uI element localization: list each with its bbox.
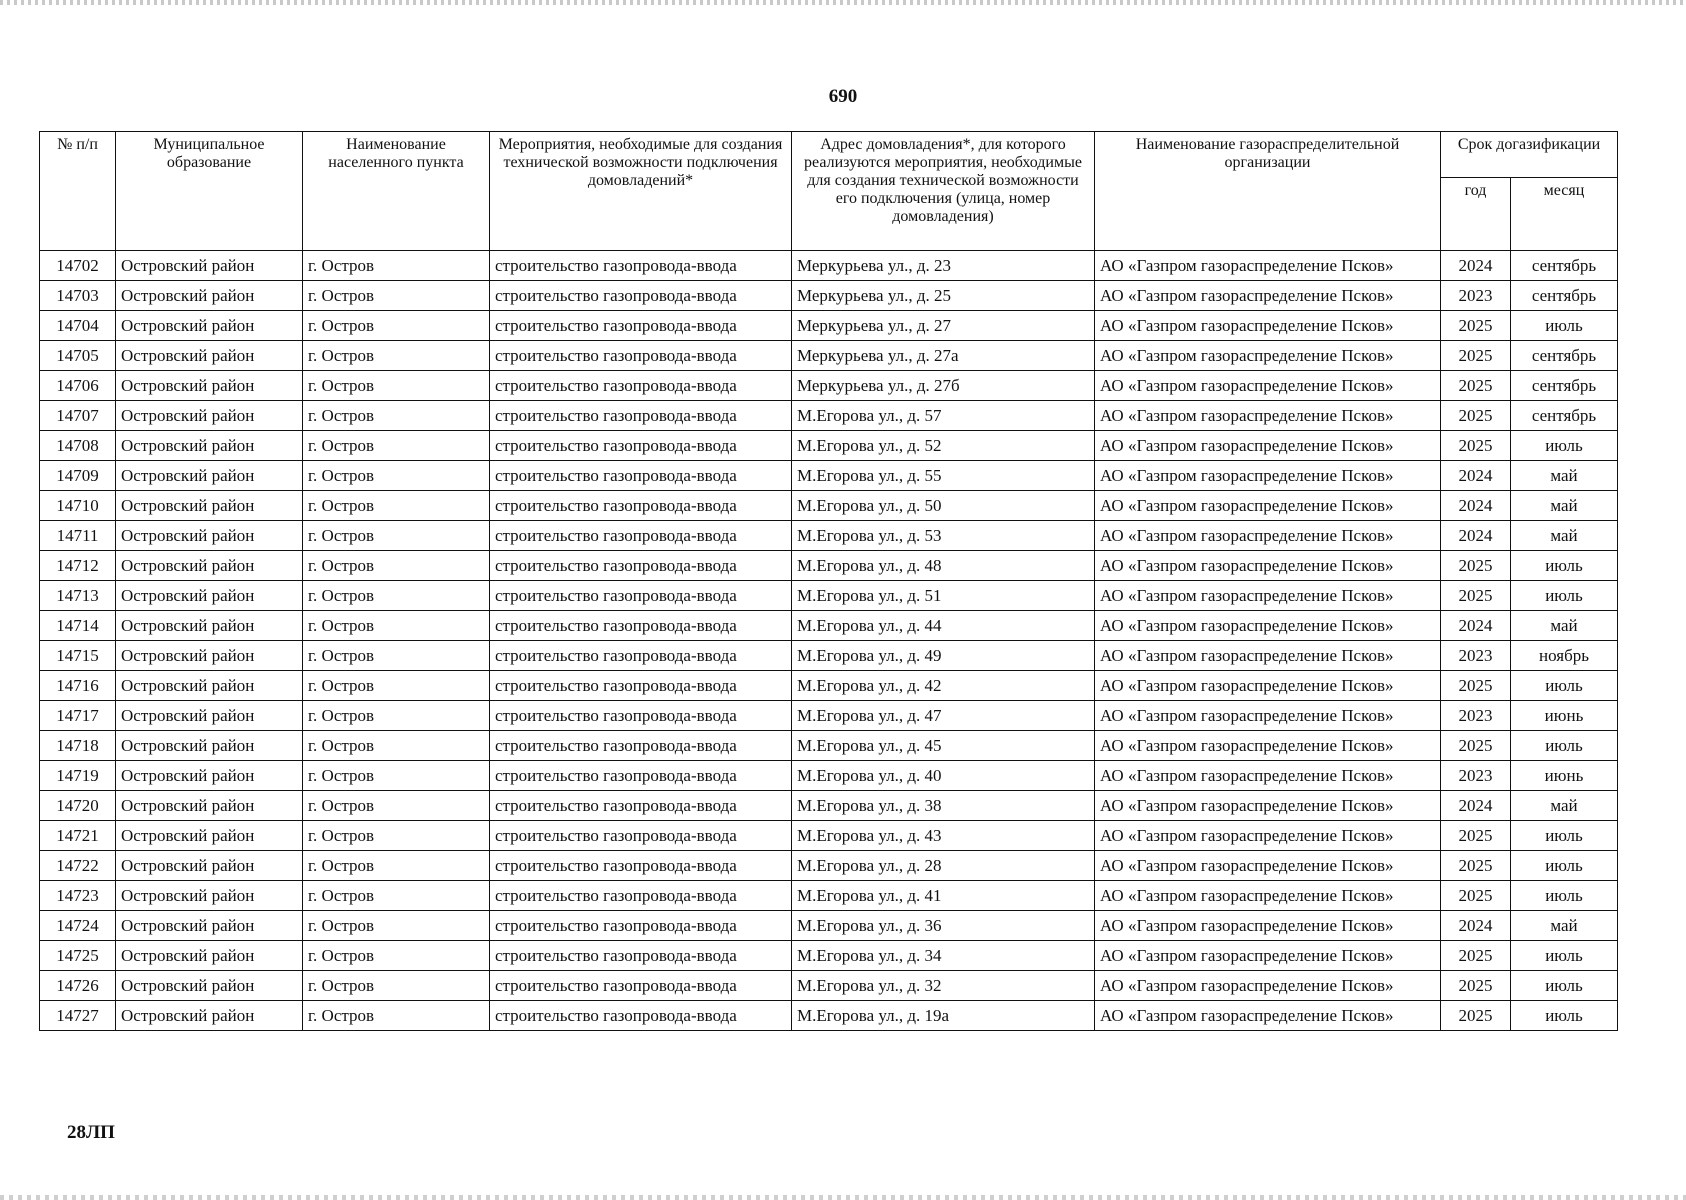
cell-locality: г. Остров [303,761,490,791]
cell-year: 2023 [1441,761,1511,791]
cell-no: 14714 [40,611,116,641]
footer-code: 28ЛП [67,1122,115,1143]
cell-measure: строительство газопровода-ввода [490,251,792,281]
cell-organization: АО «Газпром газораспределение Псков» [1095,671,1441,701]
cell-municipality: Островский район [116,671,303,701]
cell-municipality: Островский район [116,551,303,581]
cell-address: Меркурьева ул., д. 25 [792,281,1095,311]
cell-year: 2025 [1441,941,1511,971]
cell-organization: АО «Газпром газораспределение Псков» [1095,761,1441,791]
cell-no: 14717 [40,701,116,731]
cell-measure: строительство газопровода-ввода [490,521,792,551]
cell-month: сентябрь [1511,401,1618,431]
table-body [40,251,1618,1031]
cell-address: М.Егорова ул., д. 28 [792,851,1095,881]
cell-month: июль [1511,881,1618,911]
cell-address: М.Егорова ул., д. 57 [792,401,1095,431]
cell-locality: г. Остров [303,611,490,641]
cell-address: М.Егорова ул., д. 40 [792,761,1095,791]
cell-month: май [1511,611,1618,641]
cell-measure: строительство газопровода-ввода [490,821,792,851]
cell-year: 2024 [1441,251,1511,281]
cell-locality: г. Остров [303,701,490,731]
cell-municipality: Островский район [116,791,303,821]
cell-locality: г. Остров [303,491,490,521]
cell-organization: АО «Газпром газораспределение Псков» [1095,311,1441,341]
cell-address: М.Егорова ул., д. 52 [792,431,1095,461]
cell-year: 2023 [1441,701,1511,731]
cell-no: 14707 [40,401,116,431]
cell-measure: строительство газопровода-ввода [490,851,792,881]
table-row [40,491,1618,521]
table-row [40,431,1618,461]
cell-municipality: Островский район [116,251,303,281]
cell-organization: АО «Газпром газораспределение Псков» [1095,521,1441,551]
cell-measure: строительство газопровода-ввода [490,461,792,491]
cell-organization: АО «Газпром газораспределение Псков» [1095,731,1441,761]
cell-organization: АО «Газпром газораспределение Псков» [1095,581,1441,611]
cell-organization: АО «Газпром газораспределение Псков» [1095,851,1441,881]
cell-year: 2025 [1441,821,1511,851]
cell-no: 14726 [40,971,116,1001]
cell-address: М.Егорова ул., д. 47 [792,701,1095,731]
cell-organization: АО «Газпром газораспределение Псков» [1095,911,1441,941]
header-year: год [1441,178,1511,251]
cell-municipality: Островский район [116,401,303,431]
table-row [40,341,1618,371]
cell-measure: строительство газопровода-ввода [490,401,792,431]
cell-address: М.Егорова ул., д. 49 [792,641,1095,671]
cell-locality: г. Остров [303,851,490,881]
cell-municipality: Островский район [116,821,303,851]
cell-organization: АО «Газпром газораспределение Псков» [1095,941,1441,971]
cell-measure: строительство газопровода-ввода [490,731,792,761]
cell-measure: строительство газопровода-ввода [490,551,792,581]
cell-month: сентябрь [1511,371,1618,401]
cell-no: 14709 [40,461,116,491]
header-locality: Наименование населенного пункта [303,132,490,251]
cell-no: 14706 [40,371,116,401]
header-address: Адрес домовладения*, для которого реализуются мероприятия, необходимые для создания технической возможности его подключения (улица, номер домовладения) [792,132,1095,251]
cell-locality: г. Остров [303,911,490,941]
cell-municipality: Островский район [116,311,303,341]
cell-month: июль [1511,1001,1618,1031]
cell-year: 2025 [1441,311,1511,341]
cell-month: июль [1511,551,1618,581]
cell-measure: строительство газопровода-ввода [490,581,792,611]
cell-municipality: Островский район [116,581,303,611]
cell-measure: строительство газопровода-ввода [490,281,792,311]
cell-locality: г. Остров [303,401,490,431]
cell-address: М.Егорова ул., д. 45 [792,731,1095,761]
cell-organization: АО «Газпром газораспределение Псков» [1095,341,1441,371]
scan-edge-bottom [0,1195,1686,1200]
cell-measure: строительство газопровода-ввода [490,701,792,731]
cell-organization: АО «Газпром газораспределение Псков» [1095,401,1441,431]
cell-month: май [1511,521,1618,551]
cell-municipality: Островский район [116,971,303,1001]
cell-address: М.Егорова ул., д. 32 [792,971,1095,1001]
table-row [40,371,1618,401]
cell-address: М.Егорова ул., д. 55 [792,461,1095,491]
cell-year: 2024 [1441,611,1511,641]
table-row [40,611,1618,641]
cell-month: май [1511,791,1618,821]
cell-year: 2023 [1441,641,1511,671]
cell-month: июль [1511,941,1618,971]
cell-municipality: Островский район [116,431,303,461]
cell-no: 14705 [40,341,116,371]
cell-locality: г. Остров [303,731,490,761]
table-row [40,521,1618,551]
cell-no: 14715 [40,641,116,671]
cell-municipality: Островский район [116,761,303,791]
cell-month: июль [1511,851,1618,881]
cell-address: М.Егорова ул., д. 38 [792,791,1095,821]
cell-year: 2025 [1441,551,1511,581]
cell-organization: АО «Газпром газораспределение Псков» [1095,251,1441,281]
cell-municipality: Островский район [116,491,303,521]
table-row [40,911,1618,941]
cell-municipality: Островский район [116,341,303,371]
cell-month: июль [1511,581,1618,611]
cell-locality: г. Остров [303,311,490,341]
cell-municipality: Островский район [116,881,303,911]
cell-month: сентябрь [1511,341,1618,371]
cell-address: М.Егорова ул., д. 44 [792,611,1095,641]
header-no: № п/п [40,132,116,251]
table-row [40,251,1618,281]
cell-month: июнь [1511,701,1618,731]
table-row [40,881,1618,911]
cell-municipality: Островский район [116,911,303,941]
cell-no: 14723 [40,881,116,911]
cell-locality: г. Остров [303,1001,490,1031]
cell-organization: АО «Газпром газораспределение Псков» [1095,461,1441,491]
cell-measure: строительство газопровода-ввода [490,941,792,971]
cell-organization: АО «Газпром газораспределение Псков» [1095,371,1441,401]
cell-address: М.Егорова ул., д. 43 [792,821,1095,851]
cell-month: июль [1511,671,1618,701]
cell-year: 2025 [1441,371,1511,401]
cell-year: 2025 [1441,1001,1511,1031]
table-row [40,551,1618,581]
header-term: Срок догазификации [1441,132,1618,178]
cell-organization: АО «Газпром газораспределение Псков» [1095,1001,1441,1031]
header-measures: Мероприятия, необходимые для создания технической возможности подключения домовладений* [490,132,792,251]
cell-year: 2025 [1441,431,1511,461]
cell-year: 2024 [1441,461,1511,491]
cell-organization: АО «Газпром газораспределение Псков» [1095,881,1441,911]
table-header [40,132,1618,251]
cell-locality: г. Остров [303,341,490,371]
cell-year: 2024 [1441,521,1511,551]
cell-month: май [1511,461,1618,491]
cell-locality: г. Остров [303,791,490,821]
table-row [40,1001,1618,1031]
cell-address: М.Егорова ул., д. 48 [792,551,1095,581]
cell-address: М.Егорова ул., д. 42 [792,671,1095,701]
cell-organization: АО «Газпром газораспределение Псков» [1095,821,1441,851]
cell-locality: г. Остров [303,581,490,611]
cell-address: М.Егорова ул., д. 53 [792,521,1095,551]
scan-edge-top [0,0,1686,5]
cell-month: июнь [1511,761,1618,791]
cell-organization: АО «Газпром газораспределение Псков» [1095,791,1441,821]
cell-measure: строительство газопровода-ввода [490,491,792,521]
cell-locality: г. Остров [303,881,490,911]
header-organization: Наименование газораспределительной организации [1095,132,1441,251]
table-row [40,761,1618,791]
cell-locality: г. Остров [303,371,490,401]
table-row [40,851,1618,881]
cell-year: 2025 [1441,881,1511,911]
table-row [40,281,1618,311]
cell-address: Меркурьева ул., д. 27 [792,311,1095,341]
cell-address: М.Егорова ул., д. 41 [792,881,1095,911]
cell-year: 2025 [1441,671,1511,701]
cell-year: 2025 [1441,581,1511,611]
cell-year: 2025 [1441,971,1511,1001]
cell-year: 2025 [1441,731,1511,761]
cell-organization: АО «Газпром газораспределение Псков» [1095,641,1441,671]
cell-measure: строительство газопровода-ввода [490,311,792,341]
cell-month: июль [1511,731,1618,761]
cell-municipality: Островский район [116,461,303,491]
table-row [40,941,1618,971]
cell-address: М.Егорова ул., д. 51 [792,581,1095,611]
cell-no: 14710 [40,491,116,521]
table-row [40,701,1618,731]
cell-measure: строительство газопровода-ввода [490,881,792,911]
cell-month: май [1511,911,1618,941]
cell-locality: г. Остров [303,971,490,1001]
cell-no: 14704 [40,311,116,341]
header-month: месяц [1511,178,1618,251]
cell-month: сентябрь [1511,281,1618,311]
cell-measure: строительство газопровода-ввода [490,611,792,641]
cell-locality: г. Остров [303,551,490,581]
cell-no: 14702 [40,251,116,281]
cell-month: июль [1511,821,1618,851]
cell-month: июль [1511,311,1618,341]
header-municipality: Муниципальное образование [116,132,303,251]
cell-address: М.Егорова ул., д. 19а [792,1001,1095,1031]
table-row [40,671,1618,701]
cell-municipality: Островский район [116,641,303,671]
cell-no: 14708 [40,431,116,461]
cell-no: 14716 [40,671,116,701]
cell-no: 14719 [40,761,116,791]
cell-measure: строительство газопровода-ввода [490,371,792,401]
cell-year: 2025 [1441,851,1511,881]
cell-no: 14712 [40,551,116,581]
table-row [40,311,1618,341]
table-row [40,821,1618,851]
cell-locality: г. Остров [303,251,490,281]
cell-no: 14722 [40,851,116,881]
cell-measure: строительство газопровода-ввода [490,761,792,791]
cell-no: 14711 [40,521,116,551]
cell-no: 14720 [40,791,116,821]
cell-month: ноябрь [1511,641,1618,671]
table-row [40,731,1618,761]
cell-municipality: Островский район [116,1001,303,1031]
cell-locality: г. Остров [303,821,490,851]
cell-measure: строительство газопровода-ввода [490,671,792,701]
table-row [40,791,1618,821]
cell-municipality: Островский район [116,281,303,311]
page-number: 690 [828,86,858,107]
cell-municipality: Островский район [116,731,303,761]
cell-measure: строительство газопровода-ввода [490,971,792,1001]
cell-locality: г. Остров [303,431,490,461]
cell-address: Меркурьева ул., д. 27а [792,341,1095,371]
cell-locality: г. Остров [303,461,490,491]
cell-organization: АО «Газпром газораспределение Псков» [1095,281,1441,311]
cell-year: 2025 [1441,341,1511,371]
cell-locality: г. Остров [303,671,490,701]
cell-measure: строительство газопровода-ввода [490,1001,792,1031]
cell-month: июль [1511,971,1618,1001]
cell-municipality: Островский район [116,521,303,551]
cell-no: 14727 [40,1001,116,1031]
cell-locality: г. Остров [303,521,490,551]
table-row [40,641,1618,671]
cell-month: май [1511,491,1618,521]
cell-address: М.Егорова ул., д. 50 [792,491,1095,521]
cell-measure: строительство газопровода-ввода [490,791,792,821]
cell-organization: АО «Газпром газораспределение Псков» [1095,491,1441,521]
cell-organization: АО «Газпром газораспределение Псков» [1095,611,1441,641]
cell-month: сентябрь [1511,251,1618,281]
cell-locality: г. Остров [303,941,490,971]
cell-no: 14721 [40,821,116,851]
table-row [40,581,1618,611]
cell-no: 14725 [40,941,116,971]
cell-address: М.Егорова ул., д. 34 [792,941,1095,971]
cell-no: 14724 [40,911,116,941]
cell-address: Меркурьева ул., д. 27б [792,371,1095,401]
cell-no: 14713 [40,581,116,611]
cell-measure: строительство газопровода-ввода [490,431,792,461]
cell-municipality: Островский район [116,611,303,641]
table-row [40,461,1618,491]
cell-year: 2024 [1441,791,1511,821]
cell-measure: строительство газопровода-ввода [490,341,792,371]
cell-address: М.Егорова ул., д. 36 [792,911,1095,941]
cell-measure: строительство газопровода-ввода [490,911,792,941]
cell-locality: г. Остров [303,641,490,671]
cell-address: Меркурьева ул., д. 23 [792,251,1095,281]
cell-organization: АО «Газпром газораспределение Псков» [1095,971,1441,1001]
cell-measure: строительство газопровода-ввода [490,641,792,671]
cell-municipality: Островский район [116,941,303,971]
cell-municipality: Островский район [116,701,303,731]
cell-year: 2024 [1441,911,1511,941]
table-row [40,971,1618,1001]
gasification-table [39,131,1618,1031]
cell-locality: г. Остров [303,281,490,311]
cell-organization: АО «Газпром газораспределение Псков» [1095,701,1441,731]
cell-year: 2023 [1441,281,1511,311]
cell-municipality: Островский район [116,371,303,401]
table-row [40,401,1618,431]
cell-year: 2024 [1441,491,1511,521]
cell-month: июль [1511,431,1618,461]
cell-organization: АО «Газпром газораспределение Псков» [1095,551,1441,581]
cell-organization: АО «Газпром газораспределение Псков» [1095,431,1441,461]
cell-year: 2025 [1441,401,1511,431]
cell-no: 14718 [40,731,116,761]
cell-no: 14703 [40,281,116,311]
cell-municipality: Островский район [116,851,303,881]
